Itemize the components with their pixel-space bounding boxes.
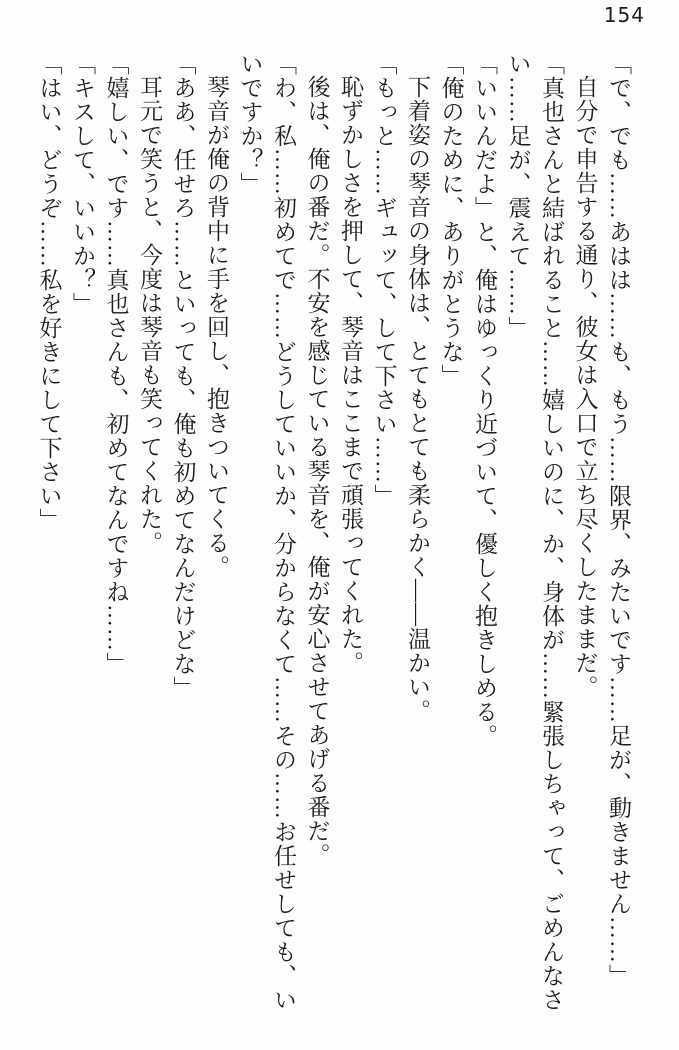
paragraph: 後は、俺の番だ。不安を感じている琴音を、俺が安心させてあげる番だ。 [304, 75, 330, 867]
paragraph: 「嬉しい、です……真也さんも、初めてなんですね……」 [103, 52, 129, 676]
paragraph: 下着姿の琴音の身体は、とてもとても柔らかく――温かい。 [405, 75, 430, 723]
paragraph: 「俺のために、ありがとうな」 [438, 52, 464, 388]
paragraph: 「真也さんと結ばれること……嬉しいのに、か、身体が……緊張しちゃって、ごめんなさい……足が、震えて……」 [505, 52, 564, 1012]
page-number: 154 [603, 3, 645, 27]
paragraph: 恥ずかしさを押して、琴音はここまで頑張ってくれた。 [338, 75, 363, 675]
paragraph: 琴音が俺の背中に手を回し、抱きついてくる。 [204, 75, 229, 579]
paragraph: 耳元で笑うと、今度は琴音も笑ってくれた。 [137, 75, 162, 555]
paragraph: 「わ、私……初めてで……どうしていいか、分からなくて……その……お任せしても、いいですか？」 [237, 52, 296, 1012]
paragraph: 自分で申告する通り、彼女は入口で立ち尽くしたままだ。 [572, 75, 598, 699]
paragraph: 「もっと……ギュッて、して下さい……」 [371, 52, 397, 508]
paragraph: 「いいんだよ」と、俺はゆっくり近づいて、優しく抱きしめる。 [472, 52, 497, 748]
novel-text-body [32, 52, 635, 1015]
paragraph: 「キスして、いいか？」 [70, 52, 95, 316]
paragraph: 「で、でも……あはは……も、もう……限界、みたいです……足が、動きません……」 [606, 52, 631, 988]
paragraph: 「はい、どうぞ……私を好きにして下さい」 [36, 52, 62, 532]
paragraph: 「ああ、任せろ……といっても、俺も初めてなんだけどな」 [170, 52, 196, 700]
